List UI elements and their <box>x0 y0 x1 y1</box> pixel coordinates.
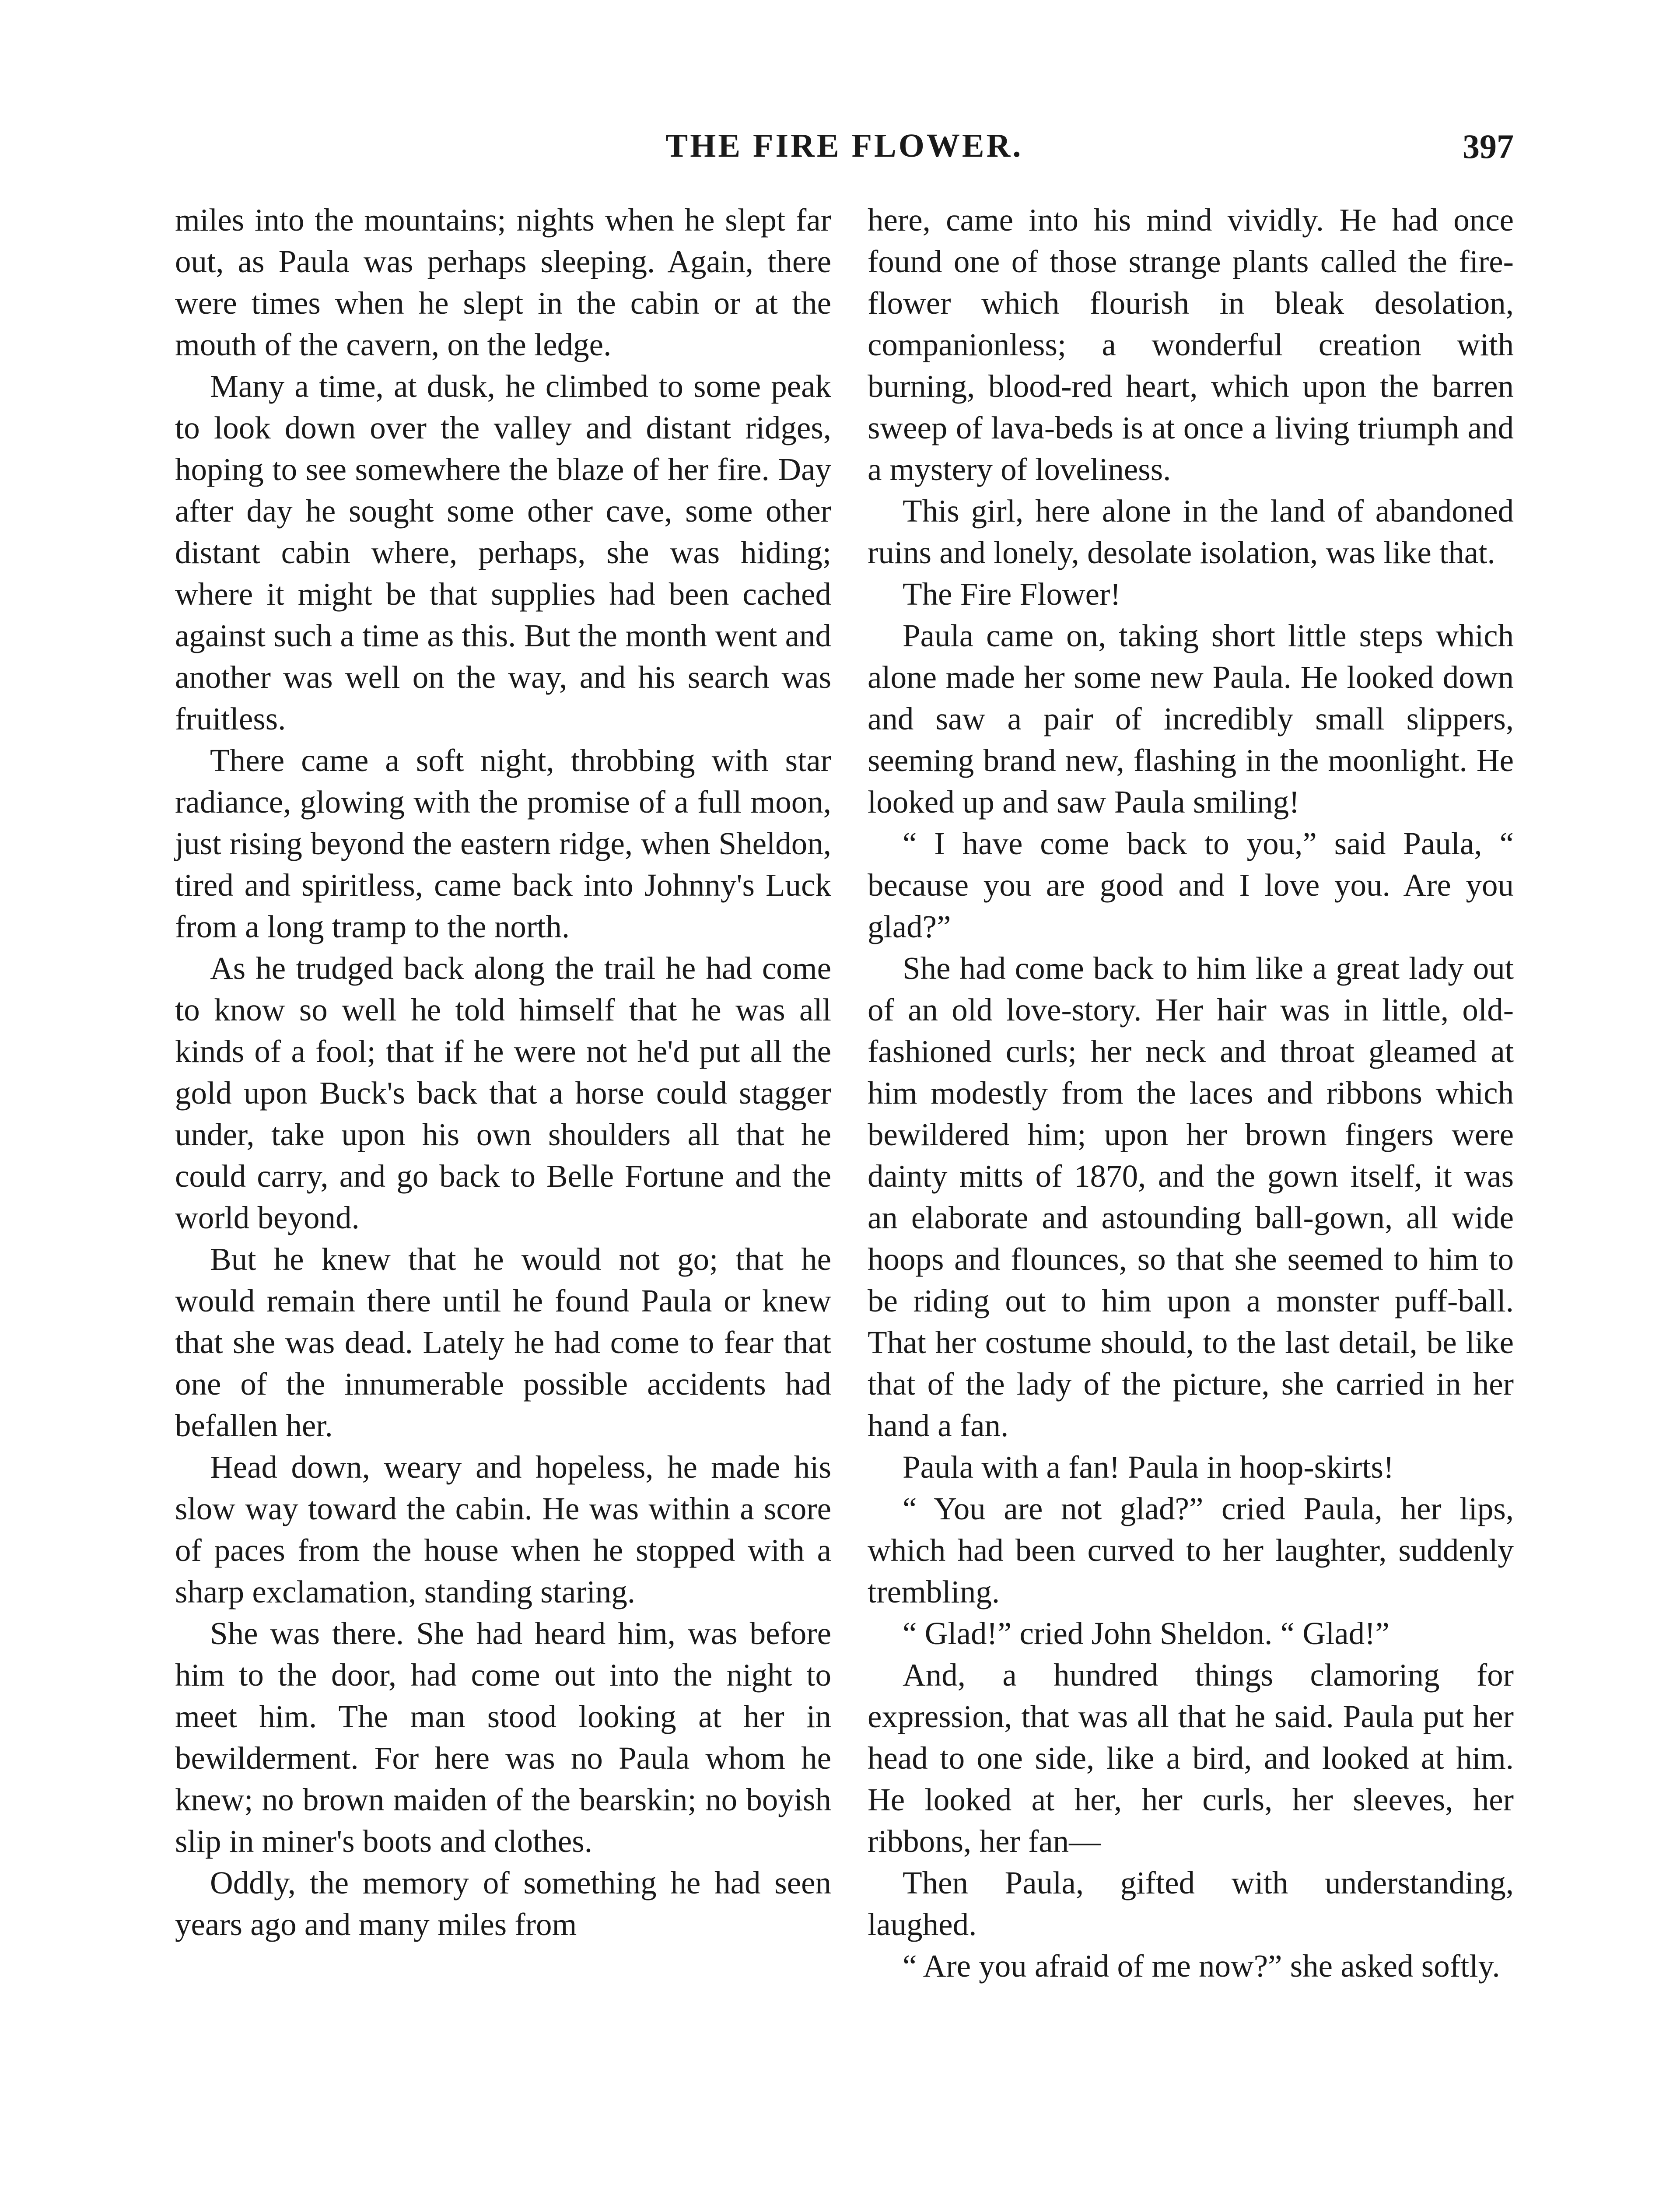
paragraph: here, came into his mind vividly. He had once found one of those strange plants called the fire-flower which flourish in bleak desolation, companionless; a wonderful creation with burning, blood-red heart, which upon the barren sweep of lava-beds is at once a living triumph and a mystery of loveliness. <box>868 202 1514 487</box>
paragraph: “ Are you afraid of me now?” she asked softly. <box>903 1948 1500 1984</box>
paragraph: Many a time, at dusk, he climbed to some peak to look down over the valley and distant ridges, hoping to see somewhere the blaze of her fire. Day after day he sought some other cave, some other distant cabin where, perhaps, she was hiding; where it might be that supplies had been cached against such a time as this. But the month went and another was well on the way, and his search was fruitless. <box>175 368 831 736</box>
paragraph: The Fire Flower! <box>903 576 1121 612</box>
running-title: THE FIRE FLOWER. <box>665 127 1023 164</box>
paragraph: She had come back to him like a great lady out of an old love-story. Her hair was in little, old-fashioned curls; her neck and throat gleamed at him modestly from the laces and ribbons which bewildered him; upon her brown fingers were dainty mitts of 1870, and the gown itself, it was an elaborate and astounding ball-gown, all wide hoops and flounces, so that she seemed to him to be riding out to him upon a monster puff-ball. That her costume should, to the last detail, be like that of the lady of the picture, she carried in her hand a fan. <box>868 950 1514 1443</box>
paragraph: miles into the mountains; nights when he slept far out, as Paula was perhaps sleeping. Again, there were times when he slept in the cabin or at the mouth of the cavern, on the ledge. <box>175 202 831 362</box>
page-number: 397 <box>1463 127 1514 165</box>
paragraph: Oddly, the memory of something he had seen years ago and many miles from <box>175 1865 831 1942</box>
paragraph: Head down, weary and hopeless, he made his slow way toward the cabin. He was within a score of paces from the house when he stopped with a sharp exclamation, standing staring. <box>175 1449 831 1609</box>
paragraph: “ You are not glad?” cried Paula, her lips, which had been curved to her laughter, suddenly trembling. <box>868 1491 1514 1609</box>
paragraph: “ Glad!” cried John Sheldon. “ Glad!” <box>903 1616 1390 1651</box>
paragraph: And, a hundred things clamoring for expression, that was all that he said. Paula put her head to one side, like a bird, and looked at him. He looked at her, her curls, her sleeves, her ribbons, her fan— <box>868 1657 1514 1859</box>
right-column <box>868 199 1514 1987</box>
paragraph: There came a soft night, throbbing with star radiance, glowing with the promise of a full moon, just rising beyond the eastern ridge, when Sheldon, tired and spiritless, came back into Johnny's Luck from a long tramp to the north. <box>175 743 831 944</box>
paragraph: This girl, here alone in the land of abandoned ruins and lonely, desolate isolation, was like that. <box>868 493 1514 570</box>
paragraph: But he knew that he would not go; that he would remain there until he found Paula or knew that she was dead. Lately he had come to fear that one of the innumerable possible accidents had befallen her. <box>175 1241 831 1443</box>
left-column <box>175 199 831 1945</box>
paragraph: Paula with a fan! Paula in hoop-skirts! <box>903 1449 1394 1485</box>
paragraph: As he trudged back along the trail he had come to know so well he told himself that he was all kinds of a fool; that if he were not he'd put all the gold upon Buck's back that a horse could stagger under, take upon his own shoulders all that he could carry, and go back to Belle Fortune and the world beyond. <box>175 950 831 1235</box>
running-header <box>175 127 1514 184</box>
paragraph: “ I have come back to you,” said Paula, “ because you are good and I love you. Are you glad?” <box>868 826 1514 944</box>
paragraph: Paula came on, taking short little steps which alone made her some new Paula. He looked down and saw a pair of incredibly small slippers, seeming brand new, flashing in the moonlight. He looked up and saw Paula smiling! <box>868 618 1514 820</box>
paragraph: She was there. She had heard him, was before him to the door, had come out into the night to meet him. The man stood looking at her in bewilderment. For here was no Paula whom he knew; no brown maiden of the bearskin; no boyish slip in miner's boots and clothes. <box>175 1616 831 1859</box>
paragraph: Then Paula, gifted with understanding, laughed. <box>868 1865 1514 1942</box>
